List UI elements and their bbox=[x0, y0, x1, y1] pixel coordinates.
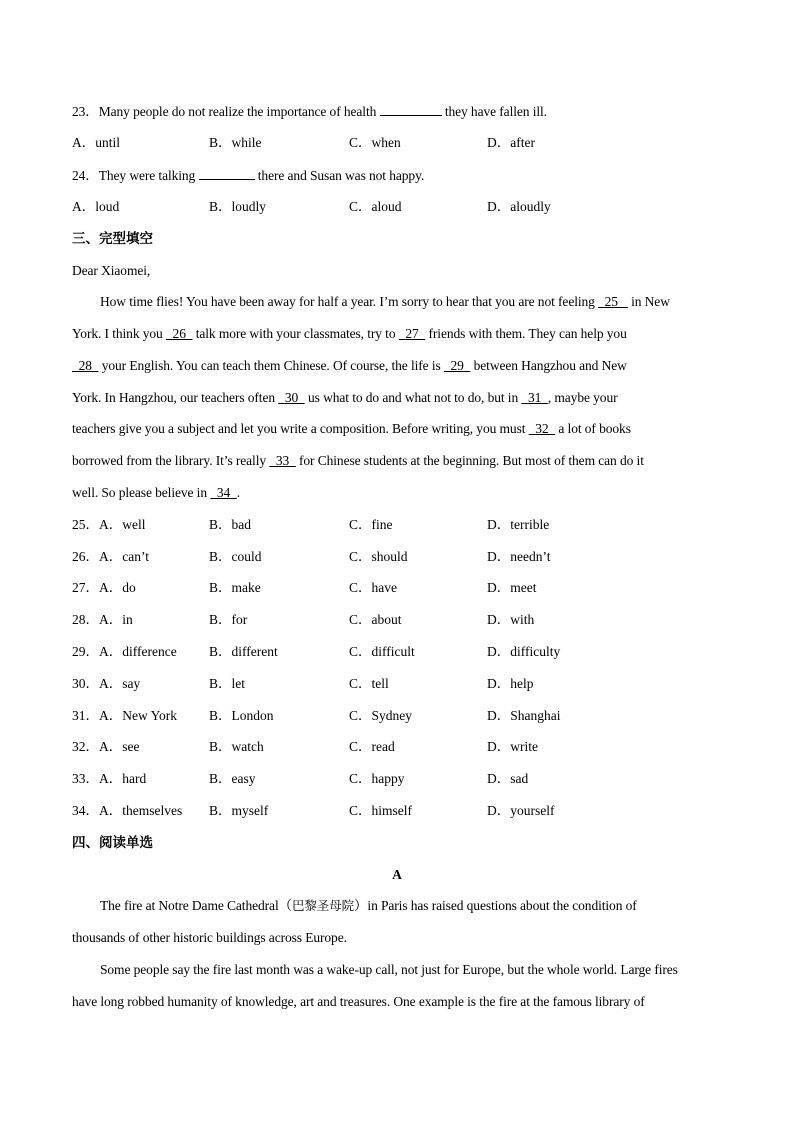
question-23 bbox=[72, 102, 732, 121]
cloze-blank-27[interactable]: 27 bbox=[405, 326, 419, 341]
option-a[interactable]: 31．A．New York bbox=[72, 708, 178, 723]
letter-text: in New bbox=[631, 294, 670, 309]
option-d[interactable]: D．help bbox=[487, 676, 534, 691]
section-title-reading: 四、阅读单选 bbox=[72, 835, 153, 851]
cloze-blank-26[interactable]: 26 bbox=[172, 326, 186, 341]
option-c[interactable]: C．aloud bbox=[349, 199, 402, 214]
cloze-options-25 bbox=[72, 516, 732, 534]
option-c[interactable]: C．Sydney bbox=[349, 708, 413, 723]
option-c[interactable]: C．read bbox=[349, 739, 395, 754]
cloze-options-30 bbox=[72, 675, 732, 693]
cloze-options-31 bbox=[72, 707, 732, 725]
option-c[interactable]: C．about bbox=[349, 612, 402, 627]
passage-line-3: Some people say the fire last month was a wake-up call, not just for Europe, but the whole world. Large fires bbox=[100, 962, 678, 977]
letter-line-2 bbox=[72, 325, 732, 343]
letter-line-3 bbox=[72, 357, 732, 375]
letter-text: between Hangzhou and New bbox=[473, 358, 627, 373]
option-a[interactable]: 29．A．difference bbox=[72, 644, 177, 659]
option-c[interactable]: C．should bbox=[349, 549, 408, 564]
option-d[interactable]: D．sad bbox=[487, 771, 529, 786]
cloze-options-29 bbox=[72, 643, 732, 661]
question-24-blank[interactable] bbox=[199, 166, 255, 180]
cloze-options-28 bbox=[72, 611, 732, 629]
cloze-blank-30[interactable]: 30 bbox=[284, 390, 299, 405]
letter-text: How time flies! You have been away for half a year. I’m sorry to hear that you are not feeling bbox=[100, 294, 595, 309]
letter-text: a lot of books bbox=[558, 421, 631, 436]
option-c[interactable]: C．fine bbox=[349, 517, 393, 532]
option-a[interactable]: A．loud bbox=[72, 199, 120, 214]
option-d[interactable]: D．after bbox=[487, 135, 535, 150]
letter-line-5 bbox=[72, 420, 732, 438]
option-d[interactable]: D．yourself bbox=[487, 803, 555, 818]
letter-greeting: Dear Xiaomei, bbox=[72, 263, 151, 278]
cloze-blank-29[interactable]: 29 bbox=[450, 358, 464, 373]
letter-text: . bbox=[236, 485, 240, 500]
option-b[interactable]: B．while bbox=[209, 135, 262, 150]
passage-label: A bbox=[392, 867, 402, 882]
passage-chinese-gloss: 巴黎圣母院 bbox=[292, 898, 355, 913]
option-d[interactable]: D．difficulty bbox=[487, 644, 561, 659]
letter-text: borrowed from the library. It’s really bbox=[72, 453, 267, 468]
letter-line-1 bbox=[100, 293, 732, 311]
cloze-options-26 bbox=[72, 548, 732, 566]
option-a[interactable]: 28．A．in bbox=[72, 612, 133, 627]
cloze-blank-31[interactable]: 31 bbox=[527, 390, 542, 405]
passage-line-1 bbox=[100, 897, 732, 915]
option-a[interactable]: 34．A．themselves bbox=[72, 803, 183, 818]
cloze-blank-32[interactable]: 32 bbox=[535, 421, 549, 436]
cloze-blank-28[interactable]: 28 bbox=[78, 358, 92, 373]
option-a[interactable]: 26．A．can’t bbox=[72, 549, 149, 564]
option-a[interactable]: 33．A．hard bbox=[72, 771, 147, 786]
question-23-stem: 23．Many people do not realize the importance of health bbox=[72, 104, 377, 119]
option-b[interactable]: B．loudly bbox=[209, 199, 267, 214]
letter-text: friends with them. They can help you bbox=[428, 326, 627, 341]
letter-line-6 bbox=[72, 452, 732, 470]
option-c[interactable]: C．tell bbox=[349, 676, 389, 691]
letter-text: York. In Hangzhou, our teachers often bbox=[72, 390, 275, 405]
cloze-blank-34[interactable]: 34 bbox=[216, 485, 231, 500]
letter-text: , maybe your bbox=[547, 390, 618, 405]
passage-text: ）in Paris has raised questions about the condition of bbox=[354, 898, 637, 913]
option-a[interactable]: A．until bbox=[72, 135, 121, 150]
option-c[interactable]: C．have bbox=[349, 580, 397, 595]
option-c[interactable]: C．himself bbox=[349, 803, 412, 818]
option-d[interactable]: D．needn’t bbox=[487, 549, 551, 564]
passage-line-4: have long robbed humanity of knowledge, art and treasures. One example is the fire at the famous library of bbox=[72, 994, 645, 1009]
letter-text: your English. You can teach them Chinese. Of course, the life is bbox=[101, 358, 441, 373]
letter-text: York. I think you bbox=[72, 326, 163, 341]
option-d[interactable]: D．with bbox=[487, 612, 535, 627]
question-23-blank[interactable] bbox=[380, 102, 442, 116]
letter-text: for Chinese students at the beginning. But most of them can do it bbox=[299, 453, 644, 468]
cloze-options-33 bbox=[72, 770, 732, 788]
option-b[interactable]: B．let bbox=[209, 676, 245, 691]
cloze-blank-33[interactable]: 33 bbox=[275, 453, 290, 468]
letter-text: well. So please believe in bbox=[72, 485, 207, 500]
letter-line-4 bbox=[72, 389, 732, 407]
letter-line-7 bbox=[72, 484, 732, 502]
cloze-options-27 bbox=[72, 579, 732, 597]
option-b[interactable]: B．could bbox=[209, 549, 262, 564]
option-d[interactable]: D．meet bbox=[487, 580, 537, 595]
question-24-stem-end: there and Susan was not happy. bbox=[257, 168, 425, 183]
letter-text: us what to do and what not to do, but in bbox=[308, 390, 519, 405]
option-d[interactable]: D．write bbox=[487, 739, 538, 754]
letter-text: talk more with your classmates, try to bbox=[195, 326, 396, 341]
option-b[interactable]: B．myself bbox=[209, 803, 269, 818]
question-23-stem-end: they have fallen ill. bbox=[444, 104, 547, 119]
passage-line-2: thousands of other historic buildings across Europe. bbox=[72, 930, 347, 945]
cloze-options-34 bbox=[72, 802, 732, 820]
option-b[interactable]: B．easy bbox=[209, 771, 256, 786]
section-title-cloze: 三、完型填空 bbox=[72, 231, 153, 247]
option-d[interactable]: D．Shanghai bbox=[487, 708, 561, 723]
option-b[interactable]: B．make bbox=[209, 580, 261, 595]
option-a[interactable]: 30．A．say bbox=[72, 676, 141, 691]
passage-text: The fire at Notre Dame Cathedral（ bbox=[100, 898, 292, 913]
option-c[interactable]: C．when bbox=[349, 135, 401, 150]
question-24-stem: 24．They were talking bbox=[72, 168, 196, 183]
option-b[interactable]: B．bad bbox=[209, 517, 251, 532]
option-b[interactable]: B．for bbox=[209, 612, 248, 627]
question-24-options bbox=[72, 198, 732, 216]
option-b[interactable]: B．watch bbox=[209, 739, 264, 754]
letter-text: teachers give you a subject and let you write a composition. Before writing, you must bbox=[72, 421, 526, 436]
option-a[interactable]: 25．A．well bbox=[72, 517, 146, 532]
question-24 bbox=[72, 166, 732, 185]
option-c[interactable]: C．happy bbox=[349, 771, 405, 786]
option-b[interactable]: B．different bbox=[209, 644, 278, 659]
option-a[interactable]: 27．A．do bbox=[72, 580, 136, 595]
option-b[interactable]: B．London bbox=[209, 708, 274, 723]
cloze-blank-25[interactable]: 25 bbox=[604, 294, 618, 309]
option-d[interactable]: D．aloudly bbox=[487, 199, 551, 214]
option-d[interactable]: D．terrible bbox=[487, 517, 550, 532]
cloze-options-32 bbox=[72, 738, 732, 756]
question-23-options bbox=[72, 134, 732, 152]
option-a[interactable]: 32．A．see bbox=[72, 739, 140, 754]
option-c[interactable]: C．difficult bbox=[349, 644, 415, 659]
